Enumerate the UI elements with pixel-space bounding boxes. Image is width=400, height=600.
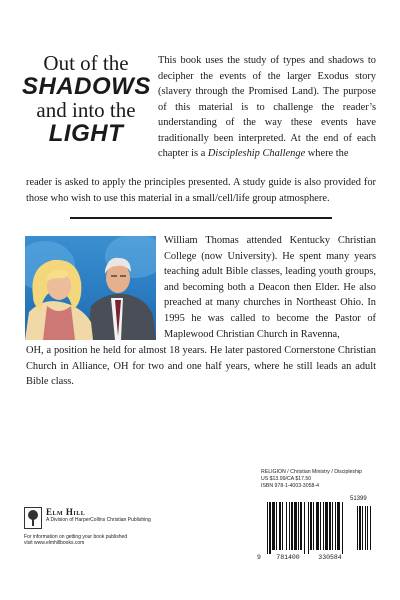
publisher-division: A Division of HarperCollins Christian Publishing [46,517,151,523]
description-text-end: where the [305,148,349,159]
book-category: RELIGION / Christian Ministry / Discipleship [261,469,362,475]
barcode-bar [320,502,321,550]
barcode-bar [286,502,287,550]
barcode-bar [279,502,281,550]
barcode-addon-bar [365,506,366,550]
barcode-bar [298,502,299,550]
barcode-bar [325,502,328,550]
barcode-bar [304,502,305,554]
book-description [158,53,376,162]
book-price: US $13.99/CA $17.50 [261,476,312,482]
barcode-bar [329,502,331,550]
section-divider [70,217,332,219]
barcode-bar [282,502,283,550]
barcode-addon-bar [367,506,368,550]
title-line-4: LIGHT [48,120,124,148]
barcode-bar [335,502,336,550]
title-line-3: and into the [36,98,136,123]
price-code: 51399 [350,496,367,502]
barcode-details [261,469,379,490]
barcode-bar [269,502,271,554]
barcode-bar [291,502,293,550]
barcode-addon-bar [357,506,358,550]
barcode-bars-icon [257,502,377,554]
barcode-bar [276,502,277,550]
publisher-name: Elm Hill [46,507,86,517]
barcode-bar [300,502,302,550]
barcode-bar [316,502,319,550]
barcode-bar [323,502,324,550]
barcode-digit-group: 9 [257,554,261,561]
description-emphasis: Discipleship Challenge [207,148,306,159]
book-title [22,52,150,146]
barcode-bar [313,502,314,550]
barcode-digits [257,554,377,561]
publisher-info-line-1: For information on getting your book published [24,534,128,540]
barcode [257,496,377,564]
barcode-bar [267,502,268,554]
author-bio: William Thomas attended Kentucky Christian College (now University). He spent many years teaching adult Bible classes, leading youth groups, and becoming both a Deacon then Elder. He also preached at many churches in Northeast Ohio. In 1995 he was called to become the Pastor of Maplewood Christian Church in Ravenna, [164,235,376,340]
barcode-bar [289,502,290,550]
barcode-digit-group: 781400 [276,554,300,561]
barcode-addon-bar [362,506,363,550]
description-text: This book uses the study of types and shadows to decipher the events of the larger Exodus story (slavery through the Promised Land). The purpose of this material is to challenge the reader’s understanding of the way these events have traditionally been interpreted. At the end of each chapter is a [158,55,376,159]
barcode-bar [337,502,340,550]
publisher-info [24,534,184,546]
barcode-bar [294,502,297,550]
barcode-bar [310,502,312,550]
tree-logo-icon [24,507,42,529]
barcode-digit-group: 330584 [318,554,342,561]
author-bio-continued: OH, a position he held for almost 18 years. He later pastored Cornerstone Christian Church in Alliance, OH for two and one half years, where he still leads an adult Bible class. [26,345,376,388]
title-line-2: SHADOWS [22,73,151,101]
barcode-bar [342,502,343,554]
publisher-info-line-2: visit www.elmhillbooks.com [24,540,85,546]
book-isbn: ISBN 978-1-4003-3058-4 [261,483,319,489]
barcode-bar [332,502,333,550]
barcode-addon-bar [359,506,361,550]
book-description-continued: reader is asked to apply the principles presented. A study guide is also provided for those who wish to use this material in a small/cell/life group atmosphere. [26,177,376,204]
author-photo [25,236,156,340]
barcode-bar [272,502,275,550]
barcode-addon-bar [370,506,371,550]
barcode-bar [308,502,309,554]
title-line-1: Out of the [43,51,129,75]
